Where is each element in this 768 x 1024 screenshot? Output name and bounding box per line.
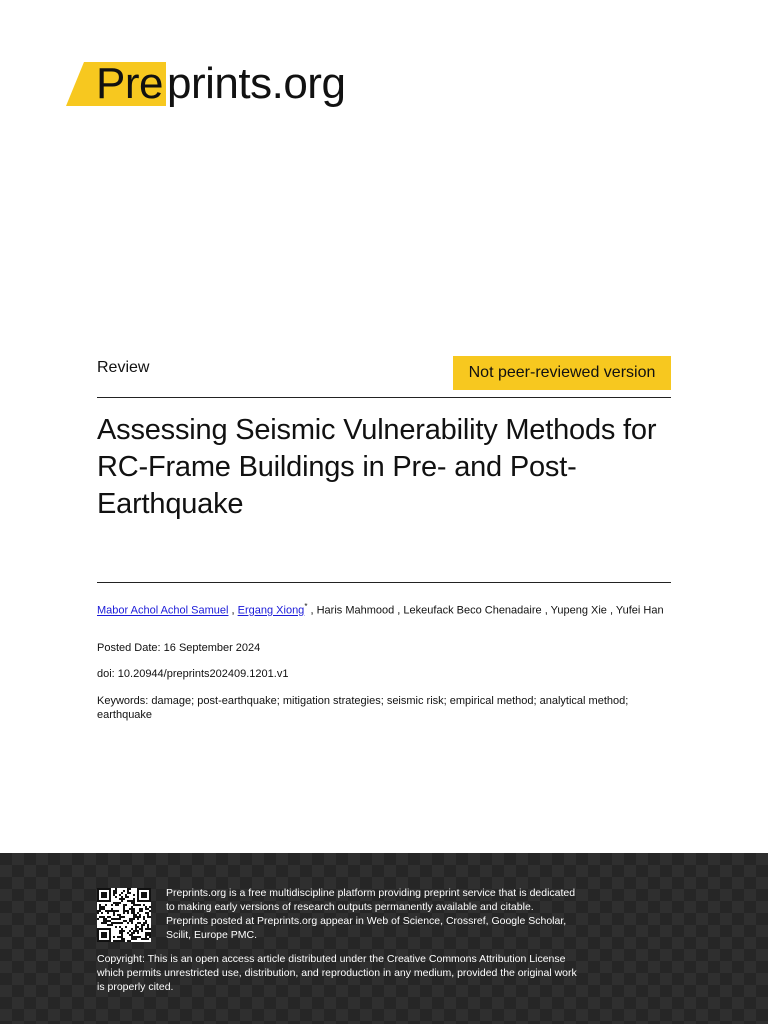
- article-type: Review: [97, 359, 150, 376]
- article-title: Assessing Seismic Vulnerability Methods for RC-Frame Buildings in Pre- and Post-Earthquake: [97, 414, 657, 520]
- footer-about-text: Preprints.org is a free multidiscipline platform providing preprint service that is dedicated to making early versions of research outputs permanently available and citable. Preprints posted at Preprints.org appear in Web of Science, Crossref, Google Scholar, Scilit, Europe PMC.: [166, 887, 576, 941]
- qr-code-icon[interactable]: [97, 888, 151, 942]
- divider-top: [97, 397, 671, 398]
- footer-copyright-text: Copyright: This is an open access article distributed under the Creative Commons Attribution License which permits unrestricted use, distribution, and reproduction in any medium, provided the original work is properly cited.: [97, 953, 577, 993]
- divider-middle: [97, 582, 671, 583]
- peer-review-status-badge: Not peer-reviewed version: [453, 356, 671, 390]
- author-name: Yufei Han: [615, 604, 664, 617]
- posted-date: Posted Date: 16 September 2024: [97, 642, 261, 654]
- preprints-logo[interactable]: [66, 58, 366, 110]
- keywords: Keywords: damage; post-earthquake; mitigation strategies; seismic risk; empirical method; analytical method; earthquake: [97, 695, 629, 721]
- author-name: Lekeufack Beco Chenadaire: [403, 604, 542, 617]
- author-name: Yupeng Xie: [550, 604, 607, 617]
- doi[interactable]: doi: 10.20944/preprints202409.1201.v1: [97, 668, 289, 680]
- author-name: Haris Mahmood: [316, 604, 395, 617]
- author-name[interactable]: Mabor Achol Achol Samuel: [97, 604, 229, 617]
- logo-text-rest: prints.org: [167, 59, 346, 108]
- author-list: Mabor Achol Achol Samuel , Ergang Xiong* , Haris Mahmood , Lekeufack Beco Chenadaire , Yupeng Xie , Yufei Han: [97, 602, 664, 617]
- author-name[interactable]: Ergang Xiong: [237, 604, 305, 617]
- corresponding-author-marker: *: [304, 602, 308, 611]
- logo-text-pre: Pre: [96, 59, 163, 108]
